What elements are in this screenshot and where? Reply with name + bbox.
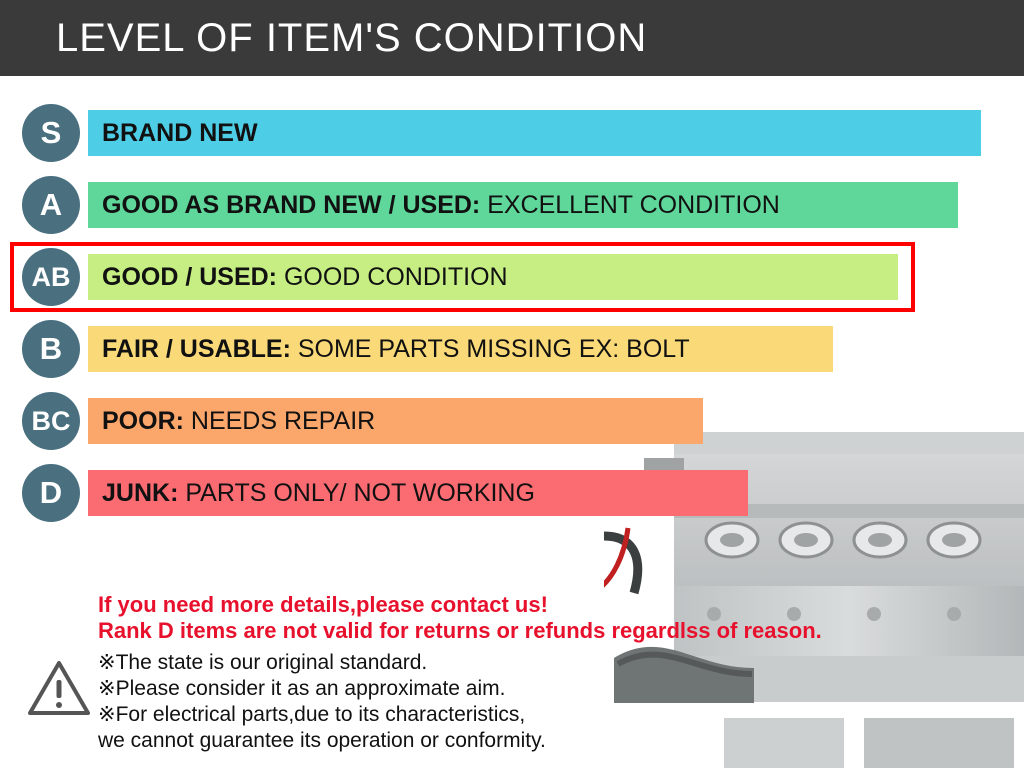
rank-bar-bc xyxy=(88,398,703,444)
rank-badge-a: A xyxy=(22,176,80,234)
rank-bar-a xyxy=(88,182,958,228)
rank-row xyxy=(0,384,1024,456)
rank-badge-s: S xyxy=(22,104,80,162)
rank-badge-b: B xyxy=(22,320,80,378)
rank-label-b: FAIR / USABLE: SOME PARTS MISSING EX: BOLT xyxy=(102,334,690,363)
notes-block xyxy=(98,592,998,754)
rank-bar-s xyxy=(88,110,981,156)
rank-row xyxy=(0,456,1024,528)
rank-bar-d xyxy=(88,470,748,516)
note-black-line-4: we cannot guarantee its operation or conformity. xyxy=(98,729,546,752)
rank-label-d: JUNK: PARTS ONLY/ NOT WORKING xyxy=(102,478,535,507)
note-black-line-2: ※Please consider it as an approximate aim. xyxy=(98,677,506,700)
rank-badge-bc: BC xyxy=(22,392,80,450)
rank-label-s: BRAND NEW xyxy=(102,118,258,147)
note-black-line-3: ※For electrical parts,due to its characteristics, xyxy=(98,703,526,726)
rank-badge-ab: AB xyxy=(22,248,80,306)
rank-badge-d: D xyxy=(22,464,80,522)
page-header xyxy=(0,0,1024,76)
rank-row xyxy=(0,312,1024,384)
page-title: LEVEL OF ITEM'S CONDITION xyxy=(56,15,648,60)
warning-triangle-icon xyxy=(28,660,90,716)
rank-label-bc: POOR: NEEDS REPAIR xyxy=(102,406,376,435)
note-black-line-1: ※The state is our original standard. xyxy=(98,651,428,674)
rank-bar-b xyxy=(88,326,833,372)
rank-label-ab: GOOD / USED: GOOD CONDITION xyxy=(102,262,508,291)
rank-row xyxy=(0,240,1024,312)
note-red-line-1: If you need more details,please contact us! xyxy=(98,592,548,617)
note-red-line-2: Rank D items are not valid for returns or refunds regardlss of reason. xyxy=(98,618,822,643)
condition-rank-list xyxy=(0,96,1024,528)
highlight-box-ab xyxy=(10,242,915,312)
rank-row xyxy=(0,168,1024,240)
rank-row xyxy=(0,96,1024,168)
rank-label-a: GOOD AS BRAND NEW / USED: EXCELLENT CONDITION xyxy=(102,190,780,219)
